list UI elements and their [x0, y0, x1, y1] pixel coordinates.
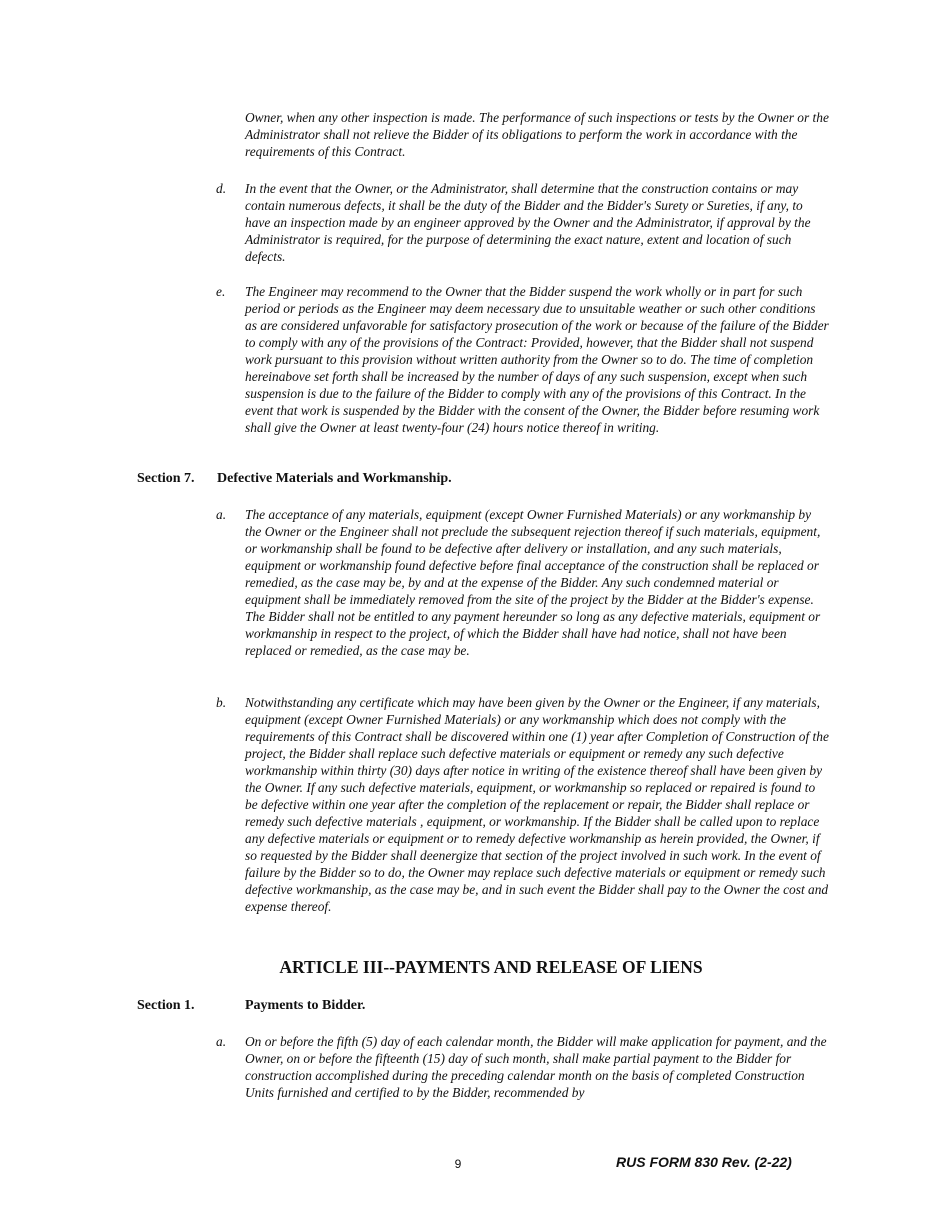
section-7-item-a-paragraph: The acceptance of any materials, equipment (except Owner Furnished Materials) or any workmanship by the Owner or the Engineer shall not preclude the subsequent rejection thereof if such materials, equipment, or workmanship shall be found to be defective after delivery or installation, and any such materials, equipment or workmanship found defective before final acceptance of the construction shall be replaced or remedied, as the case may be, by and at the expense of the Bidder. Any such condemned material or equipment shall be immediately removed from the site of the project by the Bidder at the Bidder's expense. The Bidder shall not be entitled to any payment hereunder so long as any defective materials, equipment or workmanship in respect to the project, of which the Bidder shall have had notice, shall not have been replaced or remedied, as the case may be.	[245, 507, 821, 658]
section-1-number: Section 1.	[137, 998, 195, 1013]
section-1-title: Payments to Bidder.	[245, 998, 366, 1013]
page-number: 9	[454, 1157, 462, 1171]
item-e-letter: e.	[216, 284, 226, 299]
item-e-paragraph: The Engineer may recommend to the Owner that the Bidder suspend the work wholly or in part for such period or periods as the Engineer may deem necessary due to unsuitable weather or such other conditions as are considered unfavorable for satisfactory prosecution of the work or because of the failure of the Bidder to comply with any of the provisions of the Contract: Provided, however, that the Bidder shall not suspend work pursuant to this provision without written authority from the Owner so to do. The time of completion hereinabove set forth shall be increased by the number of days of any such suspension, except when such suspension is due to the failure of the Bidder to comply with any of the provisions of this Contract. In the event that work is suspended by the Bidder with the consent of the Owner, the Bidder before resuming work shall give the Owner at least twenty-four (24) hours notice thereof in writing.	[245, 284, 829, 435]
article-heading: ARTICLE III--PAYMENTS AND RELEASE OF LIENS	[279, 957, 703, 977]
section-7-item-b-paragraph: Notwithstanding any certificate which may have been given by the Owner or the Engineer, if any materials, equipment (except Owner Furnished Materials) or any workmanship which does not comply with the requirements of this Contract shall be discovered within one (1) year after Completion of Construction of the project, the Bidder shall replace such defective materials or equipment or remedy any such defective workmanship within thirty (30) days after notice in writing of the existence thereof shall have been given by the Owner. If any such defective materials, equipment, or workmanship so replaced or repaired is found to be defective within one year after the completion of the replacement or repair, the Bidder shall replace or remedy such defective materials , equipment, or workmanship. If the Bidder shall be called upon to replace any defective materials or equipment or to remedy defective workmanship as herein provided, the Owner, if so requested by the Bidder shall deenergize that section of the project involved in such work. In the event of failure by the Bidder so to do, the Owner may replace such defective materials or equipment or remedy such defective workmanship, as the case may be, and in such event the Bidder shall pay to the Owner the cost and expense thereof.	[245, 695, 829, 914]
section-1-item-a-letter: a.	[216, 1034, 227, 1049]
item-d-paragraph: In the event that the Owner, or the Administrator, shall determine that the construction contains or may contain numerous defects, it shall be the duty of the Bidder and the Bidder's Surety or Sureties, if any, to have an inspection made by an engineer approved by the Owner and the Administrator, if approval by the Administrator is required, for the purpose of determining the exact nature, extent and location of such defects.	[245, 181, 811, 264]
continuation-paragraph: Owner, when any other inspection is made. The performance of such inspections or tests by the Owner or the Administrator shall not relieve the Bidder of its obligations to perform the work in accordance with the requirements of this Contract.	[245, 110, 829, 159]
section-7-title: Defective Materials and Workmanship.	[217, 471, 452, 486]
section-7-number: Section 7.	[137, 471, 195, 486]
section-7-item-a-letter: a.	[216, 507, 227, 522]
item-d-letter: d.	[216, 181, 227, 196]
section-1-item-a-paragraph: On or before the fifth (5) day of each calendar month, the Bidder will make application for payment, and the Owner, on or before the fifteenth (15) day of such month, shall make partial payment to the Bidder for construction accomplished during the preceding calendar month on the basis of completed Construction Units furnished and certified to by the Bidder, recommended by	[245, 1034, 827, 1100]
form-identifier: RUS FORM 830 Rev. (2-22)	[616, 1154, 792, 1170]
section-7-item-b-letter: b.	[216, 695, 227, 710]
